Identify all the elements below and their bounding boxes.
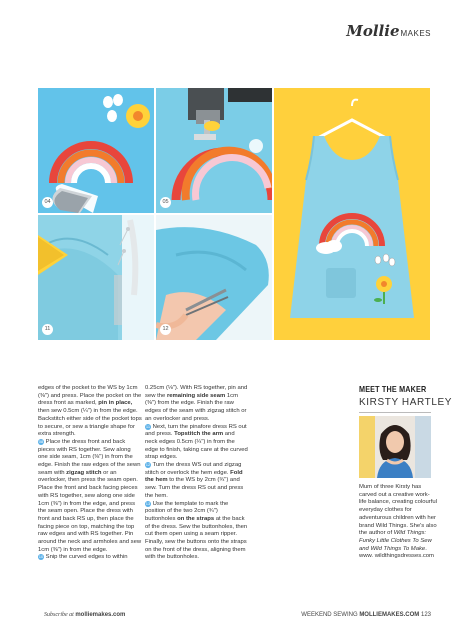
- text-run: Use the template to mark the position of the two 2cm (¾") buttonholes: [145, 500, 229, 522]
- maker-portrait: [359, 416, 431, 478]
- instructions-paragraph: [38, 385, 142, 562]
- text-run: 1cm (⅜") from the edge. Finish the raw edges of the seam with zigzag stitch or an overlocker and press.: [145, 392, 247, 422]
- step-badge: 04: [42, 197, 53, 208]
- bold-run: pin in place,: [98, 400, 133, 407]
- text-run: 0.25cm (⅛"). With RS together, pin and sew the: [145, 385, 248, 399]
- footer-site: MOLLIEMAKES.COM: [359, 612, 420, 618]
- magazine-brand: [346, 22, 431, 40]
- photo-snipping-curve: [156, 215, 272, 340]
- maker-photo: [359, 416, 431, 478]
- brand-caps: MAKES: [400, 29, 431, 38]
- step-badge: 05: [160, 197, 171, 208]
- footer-folio: [301, 612, 431, 618]
- bold-run: Topstitch the arm: [174, 431, 224, 438]
- bio-text: Mum of three Kirsty has carved out a creative work-life balance, creating colourful everyday clothes for adventurous children with her brand Wild Things. She's also the author of: [359, 484, 437, 537]
- divider: [359, 412, 431, 413]
- brand-script: Mollie: [346, 22, 400, 40]
- step-number-badge: 12: [145, 462, 151, 468]
- bold-run: zigzag stitch: [66, 469, 102, 476]
- photo-dress-on-hanger: [274, 88, 430, 340]
- text-run: to the WS by 2cm (¾") and sew. Turn the dress RS out and press the hem.: [145, 477, 244, 499]
- bold-run: remaining side seam: [166, 392, 226, 399]
- bold-run: Fold the hem: [145, 469, 243, 484]
- text-run: Turn the dress WS out and zigzag stitch or overlock the hem edge.: [145, 462, 242, 476]
- footer-section: WEEKEND SEWING: [301, 612, 360, 618]
- step-number-badge: 11: [145, 423, 151, 429]
- photo-finished-dress: [274, 88, 430, 340]
- meet-the-maker-heading: MEET THE MAKER: [359, 384, 427, 394]
- step-badge: 11: [42, 324, 53, 335]
- maker-bio: [359, 484, 437, 561]
- text-run: at the back of the dress. Sew the buttonholes, then cut them open using a seam ripper. Finally, sew the buttons onto the straps on the front of the dress, aligning them with the buttonholes.: [145, 515, 248, 561]
- text-run: Next, turn the pinafore dress RS out and press.: [145, 423, 247, 438]
- text-run: and neck edges 0.5cm (¼") in from the edge to finish, taking care at the curved strap edges.: [145, 431, 248, 461]
- step-badge: 12: [160, 324, 171, 335]
- photo-ironing-illustration: [38, 88, 154, 213]
- text-run: Snip the curved edges to within: [44, 554, 128, 561]
- photo-step-04: [38, 88, 154, 213]
- photo-step-11: [38, 215, 154, 340]
- text-run: or an overlocker, then press the seam open. Place the front and back facing pieces with RS together, sew along one side 1cm (⅜") in from the edge, and press the seam open. Place the dress with front and back RS up, then place the facing piece on top, matching the top raw edges and with RS together. Pin around the neck and armholes and sew 1cm (⅜") in from the edge.: [38, 469, 142, 553]
- photo-sewing-machine: [156, 88, 272, 213]
- bio-text: . www. wildthingsdresses.com: [359, 545, 434, 560]
- photo-hem-pins: [38, 215, 154, 340]
- bio-book-titles: Wild Things: Funky Little Clothes To Sew and Wild Things To Make: [359, 530, 432, 552]
- bold-run: on the straps: [177, 515, 215, 522]
- step-number-badge: 13: [145, 500, 151, 506]
- text-run: edges of the pocket to the WS by 1cm (⅜") and press. Place the pocket on the dress front as marked,: [38, 385, 142, 407]
- step-number-badge: 10: [38, 554, 44, 560]
- page-number: 123: [419, 612, 431, 618]
- instructions-column-1: [38, 385, 142, 562]
- instructions-column-2: [145, 385, 248, 562]
- instructions-paragraph: [145, 385, 248, 562]
- text-run: then sew 0.5cm (¼") in from the edge. Backstitch either side of the pocket tops to secure, or sew a triangle shape for extra strength.: [38, 408, 142, 438]
- footer-subscribe-link[interactable]: molliemakes.com: [75, 612, 126, 618]
- footer-subscribe-text: Subscribe at: [44, 612, 76, 618]
- photo-step-12: [156, 215, 272, 340]
- text-run: Place the dress front and back pieces with RS together. Sew along one side seam, 1cm (⅜") in from the edge. Finish the raw edges of the sewn seam with: [38, 438, 141, 476]
- step-number-badge: 08: [38, 438, 44, 444]
- photo-step-05: [156, 88, 272, 213]
- maker-name: KIRSTY HARTLEY: [359, 397, 453, 408]
- footer-subscribe: [44, 612, 125, 618]
